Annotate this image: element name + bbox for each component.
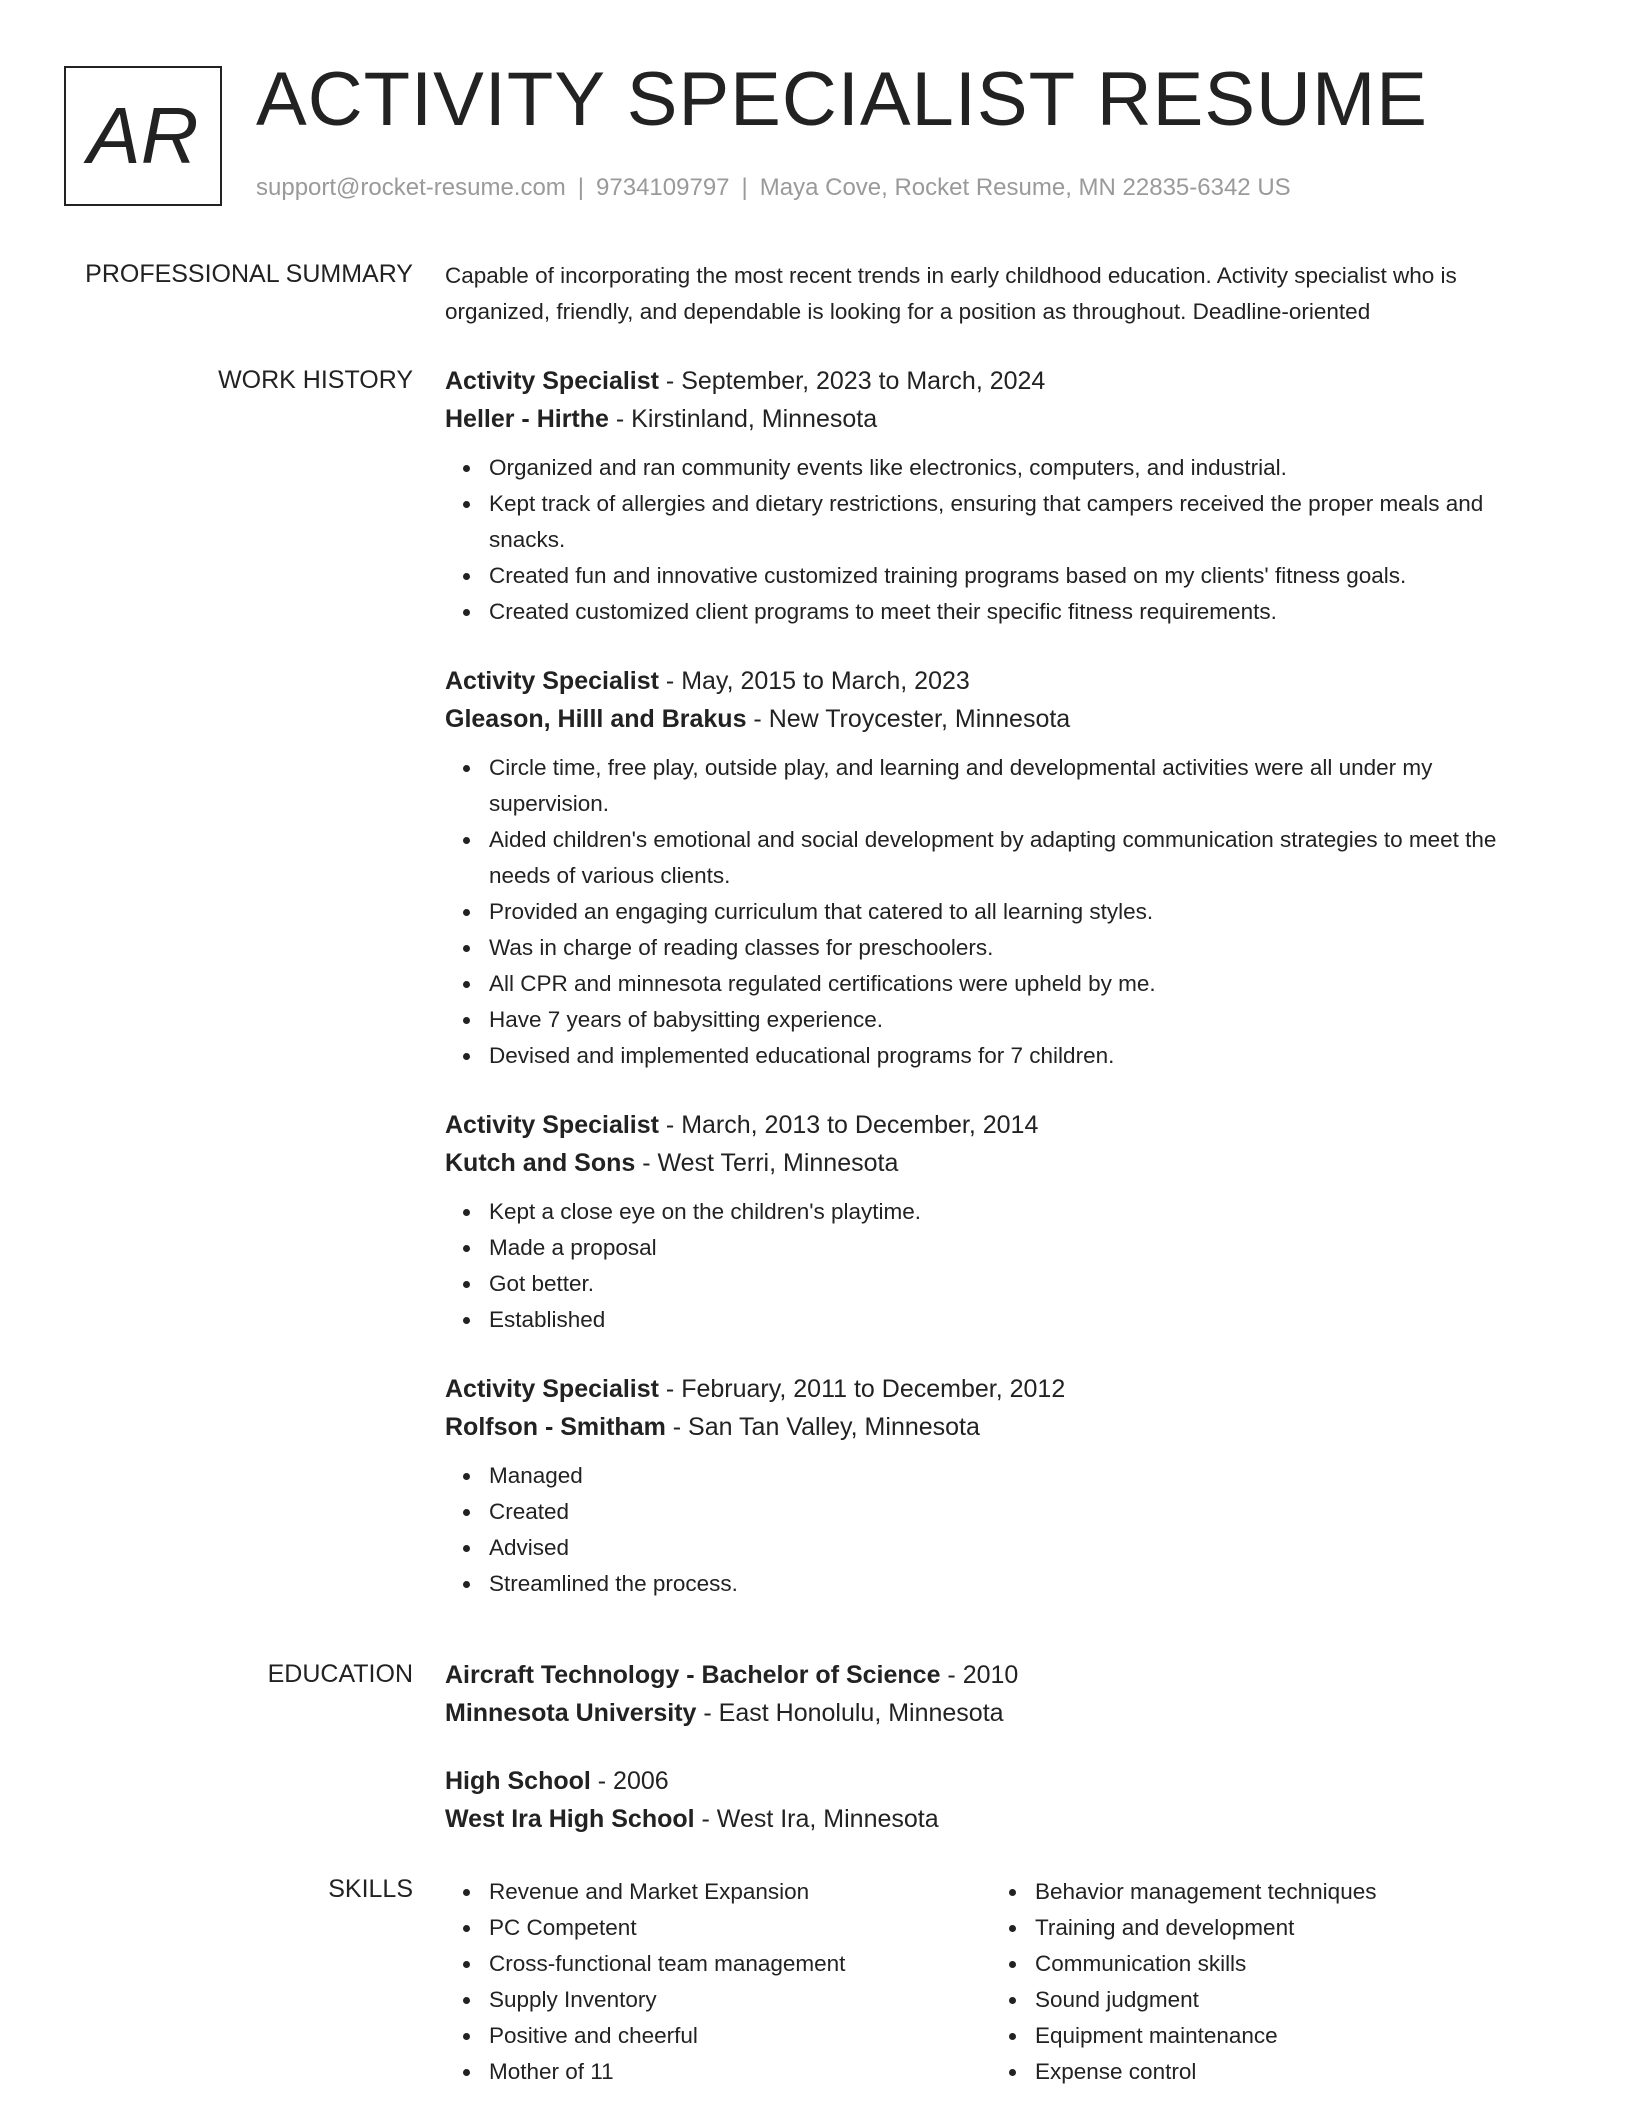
- list-item: Created fun and innovative customized training programs based on my clients' fitness goals.: [489, 558, 1545, 594]
- job-company-line: [445, 1408, 1545, 1446]
- list-item: All CPR and minnesota regulated certifications were upheld by me.: [489, 966, 1545, 1002]
- section-heading-skills: SKILLS: [328, 1875, 413, 1903]
- job-location: - Kirstinland, Minnesota: [608, 405, 878, 433]
- contact-email[interactable]: support@rocket-resume.com: [256, 174, 566, 201]
- skills-column-left: [445, 1874, 991, 2090]
- skill-item: Communication skills: [1035, 1946, 1537, 1982]
- job-title: Activity Specialist: [445, 1111, 659, 1139]
- job-entry: [445, 1370, 1545, 1602]
- skill-item: PC Competent: [489, 1910, 991, 1946]
- list-item: Kept track of allergies and dietary restrictions, ensuring that campers received the proper meals and snacks.: [489, 486, 1545, 558]
- job-company: Heller - Hirthe: [445, 405, 609, 433]
- list-item: Have 7 years of babysitting experience.: [489, 1002, 1545, 1038]
- job-company: Rolfson - Smitham: [445, 1413, 666, 1441]
- skill-item: Cross-functional team management: [489, 1946, 991, 1982]
- list-item: Advised: [489, 1530, 1545, 1566]
- degree-year: - 2010: [940, 1661, 1019, 1689]
- education-body: [445, 1656, 1545, 1868]
- school-line: [445, 1694, 1545, 1732]
- school-name: West Ira High School: [445, 1805, 695, 1833]
- skills-columns: [445, 1874, 1545, 2090]
- job-dates: - May, 2015 to March, 2023: [658, 667, 970, 695]
- degree-line: [445, 1656, 1545, 1694]
- contact-phone[interactable]: 9734109797: [596, 174, 730, 201]
- section-heading-work-history: WORK HISTORY: [218, 366, 413, 394]
- school-name: Minnesota University: [445, 1699, 697, 1727]
- skill-item: Training and development: [1035, 1910, 1537, 1946]
- list-item: Established: [489, 1302, 1545, 1338]
- list-item: Aided children's emotional and social development by adapting communication strategies to meet the needs of various clients.: [489, 822, 1545, 894]
- job-entry: [445, 1106, 1545, 1338]
- skill-item: Equipment maintenance: [1035, 2018, 1537, 2054]
- school-location: - West Ira, Minnesota: [694, 1805, 939, 1833]
- school-location: - East Honolulu, Minnesota: [696, 1699, 1004, 1727]
- job-company: Kutch and Sons: [445, 1149, 636, 1177]
- list-item: Kept a close eye on the children's playtime.: [489, 1194, 1545, 1230]
- job-title: Activity Specialist: [445, 1375, 659, 1403]
- section-heading-summary: PROFESSIONAL SUMMARY: [85, 260, 413, 288]
- skills-list: [991, 1874, 1537, 2090]
- skill-item: Positive and cheerful: [489, 2018, 991, 2054]
- skill-item: Revenue and Market Expansion: [489, 1874, 991, 1910]
- job-location: - New Troycester, Minnesota: [746, 705, 1071, 733]
- list-item: Organized and ran community events like electronics, computers, and industrial.: [489, 450, 1545, 486]
- degree-line: [445, 1762, 1545, 1800]
- list-item: Made a proposal: [489, 1230, 1545, 1266]
- skill-item: Supply Inventory: [489, 1982, 991, 2018]
- contact-separator: |: [741, 174, 748, 201]
- job-title: Activity Specialist: [445, 667, 659, 695]
- job-dates: - March, 2013 to December, 2014: [658, 1111, 1039, 1139]
- job-bullets: [445, 750, 1545, 1074]
- job-location: - San Tan Valley, Minnesota: [665, 1413, 980, 1441]
- degree-year: - 2006: [590, 1767, 669, 1795]
- list-item: Created: [489, 1494, 1545, 1530]
- contact-line: [256, 174, 1291, 202]
- job-title-line: [445, 662, 1545, 700]
- work-history-body: [445, 362, 1545, 1634]
- resume-title: ACTIVITY SPECIALIST RESUME: [256, 57, 1428, 142]
- job-dates: - September, 2023 to March, 2024: [658, 367, 1046, 395]
- job-bullets: [445, 450, 1545, 630]
- list-item: Streamlined the process.: [489, 1566, 1545, 1602]
- skills-body: [445, 1874, 1545, 2090]
- degree-name: Aircraft Technology - Bachelor of Science: [445, 1661, 941, 1689]
- job-title: Activity Specialist: [445, 367, 659, 395]
- monogram-logo: AR: [64, 66, 222, 206]
- school-line: [445, 1800, 1545, 1838]
- job-dates: - February, 2011 to December, 2012: [658, 1375, 1066, 1403]
- job-entry: [445, 662, 1545, 1074]
- summary-text: Capable of incorporating the most recent trends in early childhood education. Activity specialist who is organized, friendly, and dependable is looking for a position as throughout. Deadline-oriented: [445, 263, 1457, 324]
- job-title-line: [445, 1106, 1545, 1144]
- job-company-line: [445, 700, 1545, 738]
- list-item: Devised and implemented educational programs for 7 children.: [489, 1038, 1545, 1074]
- section-heading-education: EDUCATION: [267, 1660, 413, 1688]
- list-item: Was in charge of reading classes for preschoolers.: [489, 930, 1545, 966]
- skills-list: [445, 1874, 991, 2090]
- contact-address: Maya Cove, Rocket Resume, MN 22835-6342 US: [759, 174, 1291, 201]
- list-item: Circle time, free play, outside play, and learning and developmental activities were all under my supervision.: [489, 750, 1545, 822]
- job-bullets: [445, 1458, 1545, 1602]
- list-item: Created customized client programs to meet their specific fitness requirements.: [489, 594, 1545, 630]
- job-bullets: [445, 1194, 1545, 1338]
- education-entry: [445, 1762, 1545, 1838]
- skill-item: Mother of 11: [489, 2054, 991, 2090]
- list-item: Managed: [489, 1458, 1545, 1494]
- job-entry: [445, 362, 1545, 630]
- list-item: Got better.: [489, 1266, 1545, 1302]
- job-company-line: [445, 1144, 1545, 1182]
- job-company-line: [445, 400, 1545, 438]
- degree-name: High School: [445, 1767, 591, 1795]
- job-company: Gleason, Hilll and Brakus: [445, 705, 747, 733]
- job-title-line: [445, 362, 1545, 400]
- list-item: Provided an engaging curriculum that catered to all learning styles.: [489, 894, 1545, 930]
- job-location: - West Terri, Minnesota: [635, 1149, 899, 1177]
- skills-column-right: [991, 1874, 1537, 2090]
- skill-item: Sound judgment: [1035, 1982, 1537, 2018]
- job-title-line: [445, 1370, 1545, 1408]
- education-entry: [445, 1656, 1545, 1732]
- contact-separator: |: [577, 174, 585, 201]
- skill-item: Behavior management techniques: [1035, 1874, 1537, 1910]
- skill-item: Expense control: [1035, 2054, 1537, 2090]
- summary-body: [445, 258, 1545, 330]
